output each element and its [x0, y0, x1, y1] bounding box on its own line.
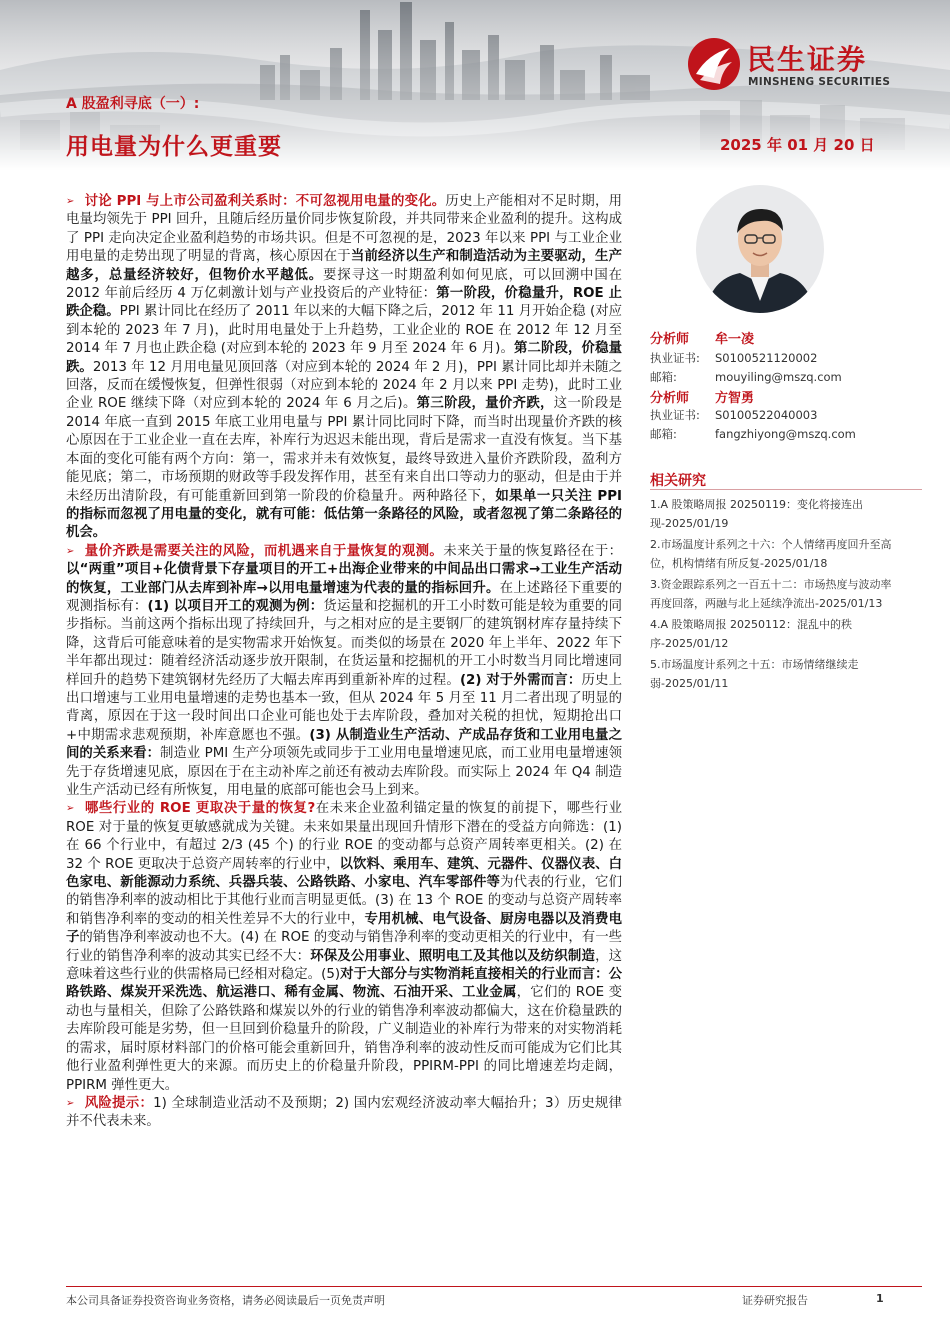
related-divider	[650, 489, 922, 490]
related-item[interactable]: 2.市场温度计系列之十六：个人情绪再度回升至高位，机构情绪有所反复-2025/01/18	[650, 538, 892, 570]
report-series: A 股盈利寻底（一）:	[66, 96, 200, 112]
body-text: 1) 全球制造业活动不及预期；2) 国内宏观经济波动率大幅抬升；3）历史规律并不代表未来。	[66, 1095, 622, 1130]
related-item[interactable]: 1.A 股策略周报 20250119：变化将接连出现-2025/01/19	[650, 498, 864, 530]
lead-3: 哪些行业的 ROE 更取决于量的恢复?	[84, 801, 316, 817]
body-bold: 第二阶段，价稳量跌。	[66, 341, 622, 375]
body-text: 货运量和挖掘机的开工小时数可能是较为重要的同步指标。当前这两个指标出现了持续回升，与之相对应的是主要钢厂的建筑钢材库存量持续下降，这背后可能意味着的是实物需求开始恢复。而类似的场景在 2020 年上半年、2022 年下半年都出现过：随着经济活动逐步放开限制，在货运量和挖掘机的开工小时数当月同比增速同样回升的趋势下建筑钢材先经历了大幅去库再到重新补库的过程。	[66, 598, 623, 688]
body-text: 要探寻这一时期盈利如何见底，可以回溯中国在 2012 年前后经历 4 万亿刺激计划与产业投资后的产业特征：	[66, 267, 623, 302]
related-item[interactable]: 4.A 股策略周报 20250112：混乱中的秩序-2025/01/12	[650, 618, 853, 650]
email-link[interactable]: mouyiling@mszq.com	[715, 370, 842, 384]
paragraph-3	[66, 800, 622, 1095]
body-bold: (1) 以项目开工的观测为例：	[147, 598, 324, 614]
email-link[interactable]: fangzhiyong@mszq.com	[715, 427, 856, 441]
email-label: 邮箱:	[650, 427, 677, 441]
body-bold: 环保及公用事业、照明电工及其他以及纺织制造	[310, 948, 596, 964]
cert-label: 执业证书:	[650, 351, 700, 365]
body-text: 为代表的行业，它们的销售净利率的波动相比于其他行业而言明显更低。(3) 在 13 个 ROE 的变动与总资产周转率和销售净利率的变动的相关性差异不大的行业中，	[66, 875, 623, 927]
analyst-2-cert	[650, 407, 817, 423]
page-title: 用电量为什么更重要	[66, 134, 282, 160]
related-research-list	[650, 495, 896, 695]
footer-disclaimer: 本公司具备证券投资咨询业务资格，请务必阅读最后一页免责声明	[66, 1294, 385, 1307]
related-item[interactable]: 5.市场温度计系列之十五：市场情绪继续走弱-2025/01/11	[650, 658, 859, 690]
bullet-arrow-icon: ➢	[66, 196, 75, 207]
body-bold: 第三阶段，量价齐跌，	[416, 396, 554, 412]
body-bold: 对于大部分与实物消耗直接相关的行业而言：公路铁路、煤炭开采洗选、航运港口、稀有金属、物流、石油开采、工业金属	[66, 967, 623, 1001]
lead-4: 风险提示：	[84, 1095, 154, 1111]
body-bold: 以饮料、乘用车、建筑、元器件、仪器仪表、白色家电、新能源动力系统、兵器兵装、公路铁路、小家电、汽车零部件等	[66, 856, 622, 891]
body-bold: 专用机械、电气设备、厨房电器以及消费电子	[66, 911, 623, 946]
analyst-1-email	[650, 369, 842, 385]
body-text: PPI 累计同比在经历了 2011 年以来的大幅下降之后，2012 年 11 月开始企稳 (对应到本轮的 2023 年 7 月)，此时用电量处于上升趋势，工业企业的 ROE 在 2012 年 12 月至 2014 年 7 月也止跌企稳 (对应到本轮的 2023 年 9 月至 2024 年 6 月)。	[66, 304, 623, 357]
body-bold: 当前经济以生产和制造活动为主要驱动，生产越多，总量经济较好，但物价水平越低。	[66, 249, 623, 283]
lead-1: 讨论 PPI 与上市公司盈利关系时：不可忽视用电量的变化。	[84, 194, 446, 209]
related-item[interactable]: 3.资金跟踪系列之一百五十二：市场热度与波动率再度回落，两融与北上延续净流出-2025/01/13	[650, 578, 892, 610]
page-number: 1	[876, 1292, 884, 1305]
body-text: 2013 年 12 月用电量见顶回落（对应到本轮的 2024 年 2 月)，PPI 累计同比却并未随之回落，反而在缓慢恢复，但弹性很弱（对应到本轮的 2024 年 2 月以来 PPI 走势)，此时工业企业 ROE 继续下降（对应到本轮的 2024 年 6 月之后)。	[66, 359, 622, 412]
analyst-2-email	[650, 426, 856, 442]
brand-name-en: MINSHENG SECURITIES	[748, 76, 891, 88]
analyst-role: 分析师	[650, 332, 690, 347]
cert-number: S0100522040003	[715, 408, 818, 422]
body-bold: 第一阶段，价稳量升，ROE 止跌企稳。	[66, 286, 622, 320]
report-body	[66, 193, 622, 1132]
body-bold: 如果单一只关注 PPI 的指标而忽视了用电量的变化，就有可能：低估第一条路径的风险，或者忽视了第二条路径的机会。	[66, 488, 623, 541]
body-text: ，它们的 ROE 变动也与量相关，但除了公路铁路和煤炭以外的行业的销售净利率波动都偏大，这在价稳量跌的去库阶段可能是劣势，但一旦回到价稳量升的阶段，广义制造业的补库行为带来的对实物消耗的需求，届时原材料部门的价格可能会重新回升，销售净利率的波动性反而可能成为它们比其他行业盈利弹性更大的来源。而历史上的价稳量升阶段，PPIRM-PPI 的同比增速差均走阔，PPIRM 弹性更大。	[66, 985, 623, 1093]
footer-divider	[66, 1286, 922, 1287]
body-text: 在未来企业盈利锚定量的恢复的前提下，哪些行业 ROE 对于量的恢复更敏感就成为关键。未来如果量出现回升情形下潜在的受益方向筛选：(1) 在 66 个行业中，有超过 2/3 (45 个) 的行业 ROE 的变动都与总资产周转率更相关。(2) 在 32 个 ROE 更取决于总资产周转率的行业中，	[66, 801, 623, 872]
paragraph-4	[66, 1095, 622, 1132]
body-text: 历史上产能相对不足时期，用电量均领先于 PPI 回升，且随后经历量价同步恢复阶段，并共同带来企业盈利的提升。这构成了 PPI 走向决定企业盈利趋势的市场共识。但是不可忽视的是，2023 年以来 PPI 与工业企业用电量的走势出现了明显的背离，核心原因在于	[66, 194, 622, 265]
paragraph-2	[66, 543, 622, 801]
brand-name-cn: 民生证券	[747, 43, 868, 76]
analyst-portrait-icon	[695, 183, 825, 315]
body-text: 制造业 PMI 生产分项领先或同步于工业用电量增速见底，而工业用电量增速领先于存货增速见底，原因在于在主动补库之前还有被动去库阶段。而实际上 2024 年 Q4 制造业生产活动已经有所恢复，用电量的底部可能也会马上到来。	[66, 746, 622, 798]
minsheng-logo	[684, 34, 924, 94]
analyst-1-cert	[650, 350, 817, 366]
bullet-arrow-icon: ➢	[66, 1097, 75, 1109]
analyst-2-row	[650, 387, 754, 406]
cert-number: S0100521120002	[715, 351, 818, 365]
report-date: 2025 年 01 月 20 日	[720, 136, 875, 154]
body-text: 的销售净利率波动也不大。(4) 在 ROE 的变动与销售净利率的变动更相关的行业中，有一些行业的销售净利率的波动其实已经不大：	[66, 930, 622, 964]
analyst-name: 牟一凌	[715, 332, 755, 347]
lead-2: 量价齐跌是需要关注的风险，而机遇来自于量恢复的观测。	[84, 543, 444, 559]
cert-label: 执业证书:	[650, 408, 700, 422]
body-bold: 以“两重”项目+化债背景下存量项目的开工+出海企业带来的中间品出口需求→工业生产活动的恢复，工业部门从去库到补库→以用电量增速为代表的量的指标回升。	[66, 562, 622, 596]
analyst-role: 分析师	[650, 391, 690, 406]
body-bold: (3) 从制造业生产活动、产成品存货和工业用电量之间的关系来看：	[66, 727, 623, 762]
body-text: 在上述路径下重要的观测指标有：	[66, 580, 623, 614]
analyst-1-row	[650, 328, 754, 347]
body-text: 这一阶段是 2014 年底一直到 2015 年底工业用电量与 PPI 累计同比同时下降，而当时出现量价齐跌的核心原因在于工业企业一直在去库，补库行为迟迟未能出现，背后是需求一直没有恢复。当下基本面的变化可能有两个方向：第一，需求并未有效恢复，最终导致进入量价齐跌阶段，盈利方能见底；第二，市场预期的财政等手段发挥作用，甚至有来自出口等动力的驱动，但是由于并未经历出清阶段，有可能重新回到第一阶段的价稳量升。两种路径下，	[66, 396, 623, 504]
paragraph-1	[66, 193, 622, 543]
email-label: 邮箱:	[650, 370, 677, 384]
bullet-arrow-icon: ➢	[66, 545, 75, 557]
analyst-name: 方智勇	[715, 391, 755, 406]
body-text: ，这意味着这些行业的供需格局已经相对稳定。(5)	[66, 948, 623, 983]
body-bold: (2) 对于外需而言：	[459, 672, 582, 688]
body-text: 未来关于量的恢复路径在于：	[443, 543, 623, 559]
footer-report-type: 证券研究报告	[742, 1294, 808, 1307]
bullet-arrow-icon: ➢	[66, 803, 75, 815]
analyst-photo	[695, 183, 825, 315]
related-research-heading: 相关研究	[650, 473, 706, 489]
body-text: 历史上出口增速与工业用电量增速的走势也基本一致，但从 2024 年 5 月至 11 月二者出现了明显的背离，原因在于这一段时间出口企业可能也处于去库阶段，叠加对关税的担忧，短期抢出口+中期需求悲观预期，补库意愿也不强。	[66, 672, 623, 743]
